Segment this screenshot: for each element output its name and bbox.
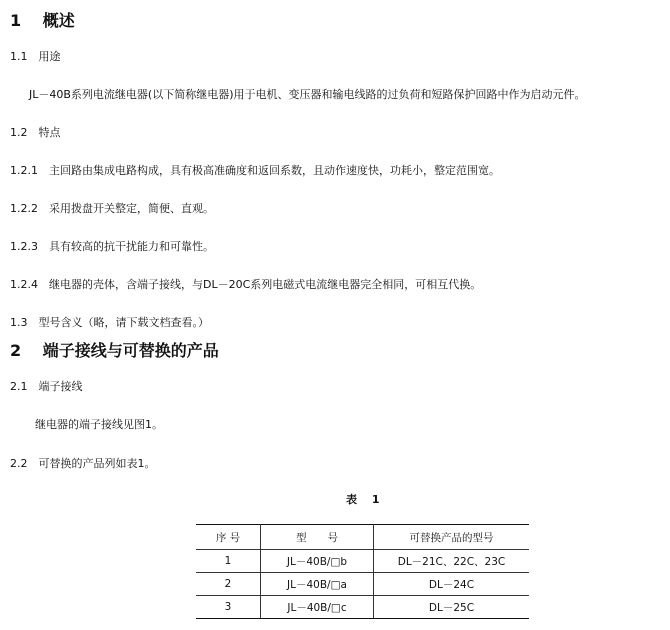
section-1-2-heading: 1.2 特点 — [10, 126, 61, 139]
cell-model: JL－40B/□a — [261, 573, 374, 596]
cell-index: 3 — [196, 596, 261, 619]
section-2-2-heading: 2.2 可替换的产品列如表1。 — [10, 457, 156, 470]
table-caption: 表 1 — [346, 493, 380, 506]
cell-index: 1 — [196, 550, 261, 573]
section-1-3-heading: 1.3 型号含义（略，请下载文档查看。） — [10, 316, 209, 329]
section-2-1-heading: 2.1 端子接线 — [10, 380, 83, 393]
section-1-1-body: JL－40B系列电流继电器(以下简称继电器)用于电机、变压器和输电线路的过负荷和短路保护回路中作为启动元件。 — [29, 88, 586, 101]
section-1-2-2: 1.2.2 采用拨盘开关整定，简便、直观。 — [10, 202, 214, 215]
section-1-title: 1 概述 — [10, 11, 75, 30]
replacement-products-table — [196, 524, 529, 619]
cell-replacement: DL－25C — [374, 596, 530, 619]
table-header-row — [196, 525, 529, 550]
section-2-title: 2 端子接线与可替换的产品 — [10, 341, 219, 360]
section-1-2-3: 1.2.3 具有较高的抗干扰能力和可靠性。 — [10, 240, 214, 253]
section-1-1-heading: 1.1 用途 — [10, 50, 61, 63]
header-replacement: 可替换产品的型号 — [374, 525, 530, 550]
section-1-2-1: 1.2.1 主回路由集成电路构成，具有极高准确度和返回系数，且动作速度快，功耗小，整定范围宽。 — [10, 164, 500, 177]
header-index: 序 号 — [196, 525, 261, 550]
table-row — [196, 550, 529, 573]
cell-model: JL－40B/□c — [261, 596, 374, 619]
cell-replacement: DL－24C — [374, 573, 530, 596]
cell-model: JL－40B/□b — [261, 550, 374, 573]
cell-index: 2 — [196, 573, 261, 596]
table-row — [196, 573, 529, 596]
section-1-2-4: 1.2.4 继电器的壳体，含端子接线，与DL－20C系列电磁式电流继电器完全相同，可相互代换。 — [10, 278, 482, 291]
header-model: 型 号 — [261, 525, 374, 550]
table-row — [196, 596, 529, 619]
cell-replacement: DL－21C、22C、23C — [374, 550, 530, 573]
section-2-1-body: 继电器的端子接线见图1。 — [35, 418, 163, 431]
